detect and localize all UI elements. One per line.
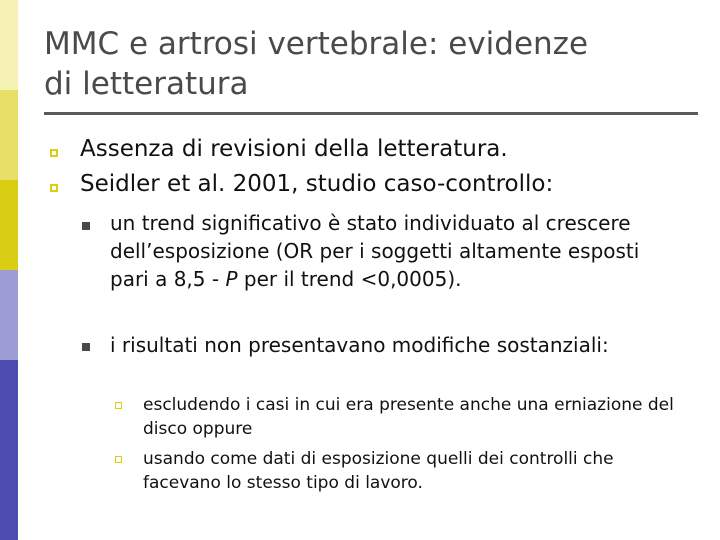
bullet-marker-icon bbox=[50, 184, 58, 192]
third-level-bullet-marker-icon bbox=[115, 456, 122, 463]
sub-bullet-item bbox=[110, 209, 670, 293]
side-bar-segment bbox=[0, 90, 18, 180]
title-underline bbox=[44, 112, 698, 115]
third-level-bullet-item: escludendo i casi in cui era presente anche una erniazione del disco oppure bbox=[143, 395, 674, 439]
side-bar-segment bbox=[0, 0, 18, 90]
third-level-bullet-marker-icon bbox=[115, 402, 122, 409]
sub-bullet-text: per il trend <0,0005). bbox=[237, 267, 462, 291]
sub-bullet-text: un trend significativo è stato individuato al crescere dell’esposizione (OR per i soggetti altamente esposti pari a 8,5 - bbox=[110, 211, 640, 291]
bullet-item: Seidler et al. 2001, studio caso-controllo: bbox=[80, 171, 554, 197]
side-color-bar bbox=[0, 0, 18, 540]
p-value-symbol: P bbox=[225, 267, 238, 291]
sub-bullet-marker-icon bbox=[82, 222, 90, 230]
bullet-item: Assenza di revisioni della letteratura. bbox=[80, 136, 508, 162]
bullet-marker-icon bbox=[50, 149, 58, 157]
side-bar-segment bbox=[0, 180, 18, 270]
side-bar-segment bbox=[0, 270, 18, 360]
sub-bullet-marker-icon bbox=[82, 343, 90, 351]
sub-bullet-item: i risultati non presentavano modifiche sostanziali: bbox=[110, 333, 609, 357]
slide-title: MMC e artrosi vertebrale: evidenze di letteratura bbox=[44, 26, 589, 102]
third-level-bullet-item: usando come dati di esposizione quelli dei controlli che facevano lo stesso tipo di lavoro. bbox=[143, 449, 614, 493]
side-bar-segment bbox=[0, 360, 18, 540]
